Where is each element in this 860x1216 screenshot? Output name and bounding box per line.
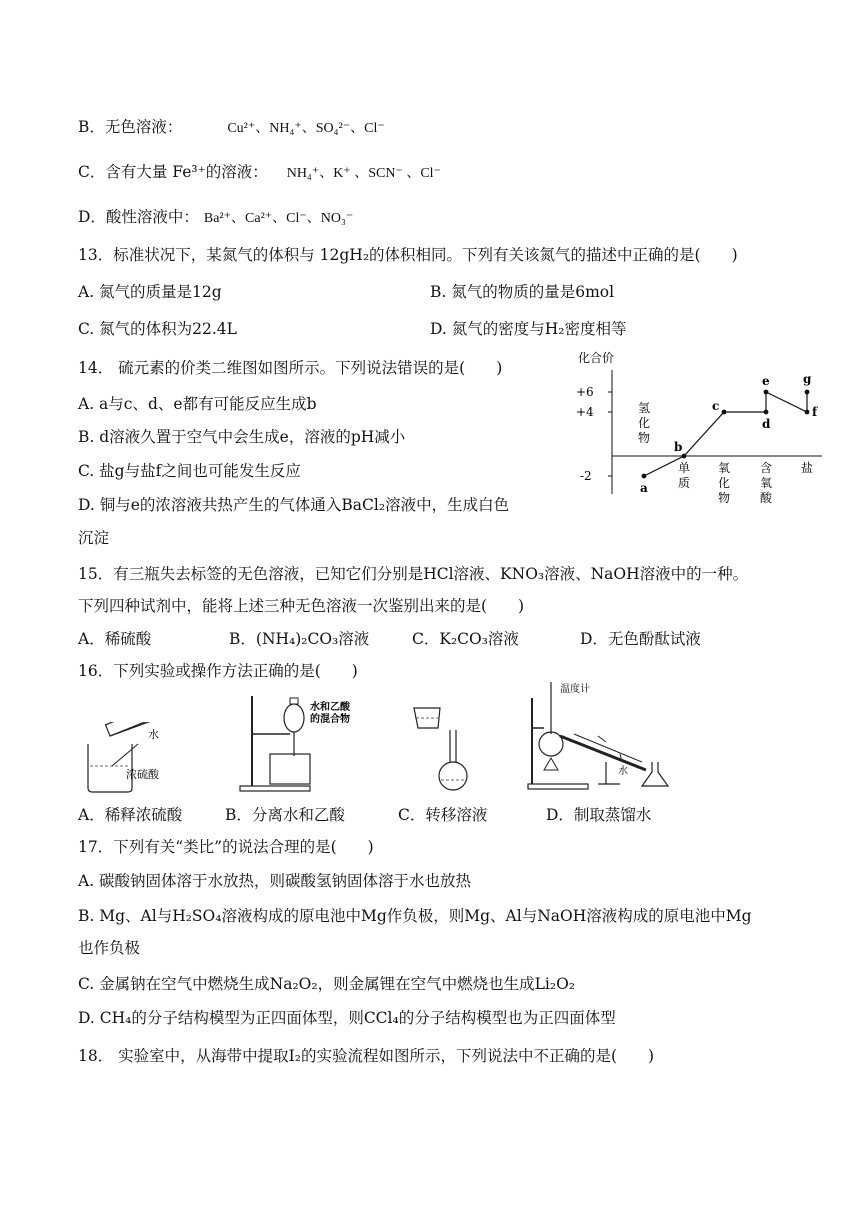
q14-option-a: A. a与c、d、e都有可能反应生成b: [78, 395, 317, 413]
q12-option-c: [78, 161, 441, 185]
point-g: [805, 390, 810, 395]
apparatus-b-separatory-funnel: [236, 690, 366, 794]
q15-stem-line2: 下列四种试剂中，能将上述三种无色溶液一次鉴别出来的是( ): [78, 597, 525, 615]
label-mix-1: 水和乙酸: [310, 702, 350, 713]
category-oxyacid-2: 氧: [760, 476, 773, 490]
label-c: c: [712, 399, 720, 413]
q16-option-d: D．制取蒸馏水: [546, 806, 652, 824]
q17-option-c: C. 金属钠在空气中燃烧生成Na₂O₂，则金属锂在空气中燃烧也生成Li₂O₂: [78, 975, 575, 993]
category-oxyacid-1: 含: [760, 461, 773, 475]
q13-option-a: A. 氮气的质量是12g: [78, 283, 222, 301]
q17-stem: 17．下列有关“类比”的说法合理的是( ): [78, 838, 374, 856]
q12-option-d: [78, 206, 353, 230]
label-water-d: 水: [618, 766, 628, 777]
q14-option-b: B. d溶液久置于空气中会生成e，溶液的pH减小: [78, 428, 406, 446]
q12-option-b-ions: Cu²⁺、NH₄⁺、SO₄²⁻、Cl⁻: [227, 121, 385, 136]
apparatus-a-dilution: [82, 722, 192, 794]
ytick-minus2: -2: [580, 469, 592, 483]
q17-option-a: A. 碳酸钠固体溶于水放热，则碳酸氢钠固体溶于水也放热: [78, 872, 472, 890]
q15-option-a: A．稀硫酸: [78, 630, 152, 648]
point-f: [805, 410, 810, 415]
q15-option-c: C．K₂CO₃溶液: [412, 630, 519, 648]
ytick-plus4: +4: [576, 405, 594, 419]
category-oxide-2: 化: [718, 476, 731, 490]
q12-option-d-label: D．酸性溶液中：: [78, 208, 199, 226]
q16-option-a: A．稀释浓硫酸: [78, 806, 183, 824]
label-water: 水: [148, 728, 159, 741]
q12-option-c-ions: NH₄⁺、K⁺ 、SCN⁻ 、Cl⁻: [286, 166, 441, 181]
label-g: g: [803, 372, 812, 386]
q14-option-c: C. 盐g与盐f之间也可能发生反应: [78, 462, 301, 480]
point-b: [682, 454, 687, 459]
category-hydride-3: 物: [638, 431, 651, 445]
q12-option-b: [78, 116, 385, 140]
apparatus-d-distillation: [524, 678, 676, 794]
q12-option-b-label: B．无色溶液：: [78, 118, 183, 136]
x-categories: [638, 401, 813, 505]
q18-stem: 18． 实验室中，从海带中提取I₂的实验流程如图所示，下列说法中不正确的是( ): [78, 1047, 655, 1065]
q13-option-c: C. 氮气的体积为22.4L: [78, 320, 237, 338]
label-d: d: [762, 417, 771, 431]
path-e-f-g: [766, 392, 807, 412]
category-hydride-2: 化: [638, 416, 651, 430]
category-element-2: 质: [678, 476, 691, 490]
q17-option-b-line1: B. Mg、Al与H₂SO₄溶液构成的原电池中Mg作负极，则Mg、Al与NaOH溶液构成的原电池中Mg: [78, 907, 752, 925]
q16-option-c: C．转移溶液: [398, 806, 488, 824]
point-c: [722, 410, 727, 415]
chart-ylabel: 化合价: [578, 351, 615, 365]
label-e: e: [762, 374, 770, 388]
point-a: [642, 474, 647, 479]
label-b: b: [674, 440, 683, 454]
q13-option-d: D. 氮气的密度与H₂密度相等: [430, 320, 627, 338]
point-e: [764, 390, 769, 395]
q14-stem: 14． 硫元素的价类二维图如图所示。下列说法错误的是( ): [78, 359, 503, 377]
path-a-b-c-d: [644, 412, 766, 476]
category-oxyacid-3: 酸: [760, 491, 773, 505]
label-f: f: [812, 405, 818, 419]
label-mix-2: 的混合物: [310, 714, 350, 725]
q15-stem-line1: 15．有三瓶失去标签的无色溶液，已知它们分别是HCl溶液、KNO₃溶液、NaOH溶液中的一种。: [78, 565, 749, 583]
point-d: [764, 410, 769, 415]
sulfur-valence-diagram: [572, 348, 832, 508]
q17-option-b-line2: 也作负极: [78, 939, 141, 957]
q14-option-d-line1: D. 铜与e的浓溶液共热产生的气体通入BaCl₂溶液中，生成白色: [78, 496, 510, 514]
category-oxide-1: 氧: [718, 461, 731, 475]
label-thermometer: 温度计: [560, 684, 590, 695]
category-salt: 盐: [801, 461, 814, 475]
q16-option-b: B．分离水和乙酸: [225, 806, 345, 824]
category-element-1: 单: [678, 461, 691, 475]
q14-option-d-line2: 沉淀: [78, 529, 110, 547]
category-hydride-1: 氢: [638, 401, 651, 415]
q16-stem: 16．下列实验或操作方法正确的是( ): [78, 662, 358, 680]
q15-option-b: B．(NH₄)₂CO₃溶液: [229, 630, 370, 648]
q12-option-d-ions: Ba²⁺、Ca²⁺、Cl⁻、NO₃⁻: [203, 211, 354, 226]
category-oxide-3: 物: [718, 491, 731, 505]
q13-option-b: B. 氮气的物质的量是6mol: [430, 283, 615, 301]
ytick-plus6: +6: [576, 385, 594, 399]
q17-option-d: D. CH₄的分子结构模型为正四面体型，则CCl₄的分子结构模型也为正四面体型: [78, 1009, 616, 1027]
label-conc-acid: 浓硫酸: [126, 768, 159, 781]
q13-stem: 13．标准状况下，某氮气的体积与 12gH₂的体积相同。下列有关该氮气的描述中正确的是( ): [78, 246, 738, 264]
label-a: a: [640, 481, 648, 495]
apparatus-c-volumetric-flask: [410, 700, 480, 794]
q15-option-d: D．无色酚酞试液: [580, 630, 701, 648]
q12-option-c-label: C．含有大量 Fe³⁺的溶液：: [78, 163, 268, 181]
